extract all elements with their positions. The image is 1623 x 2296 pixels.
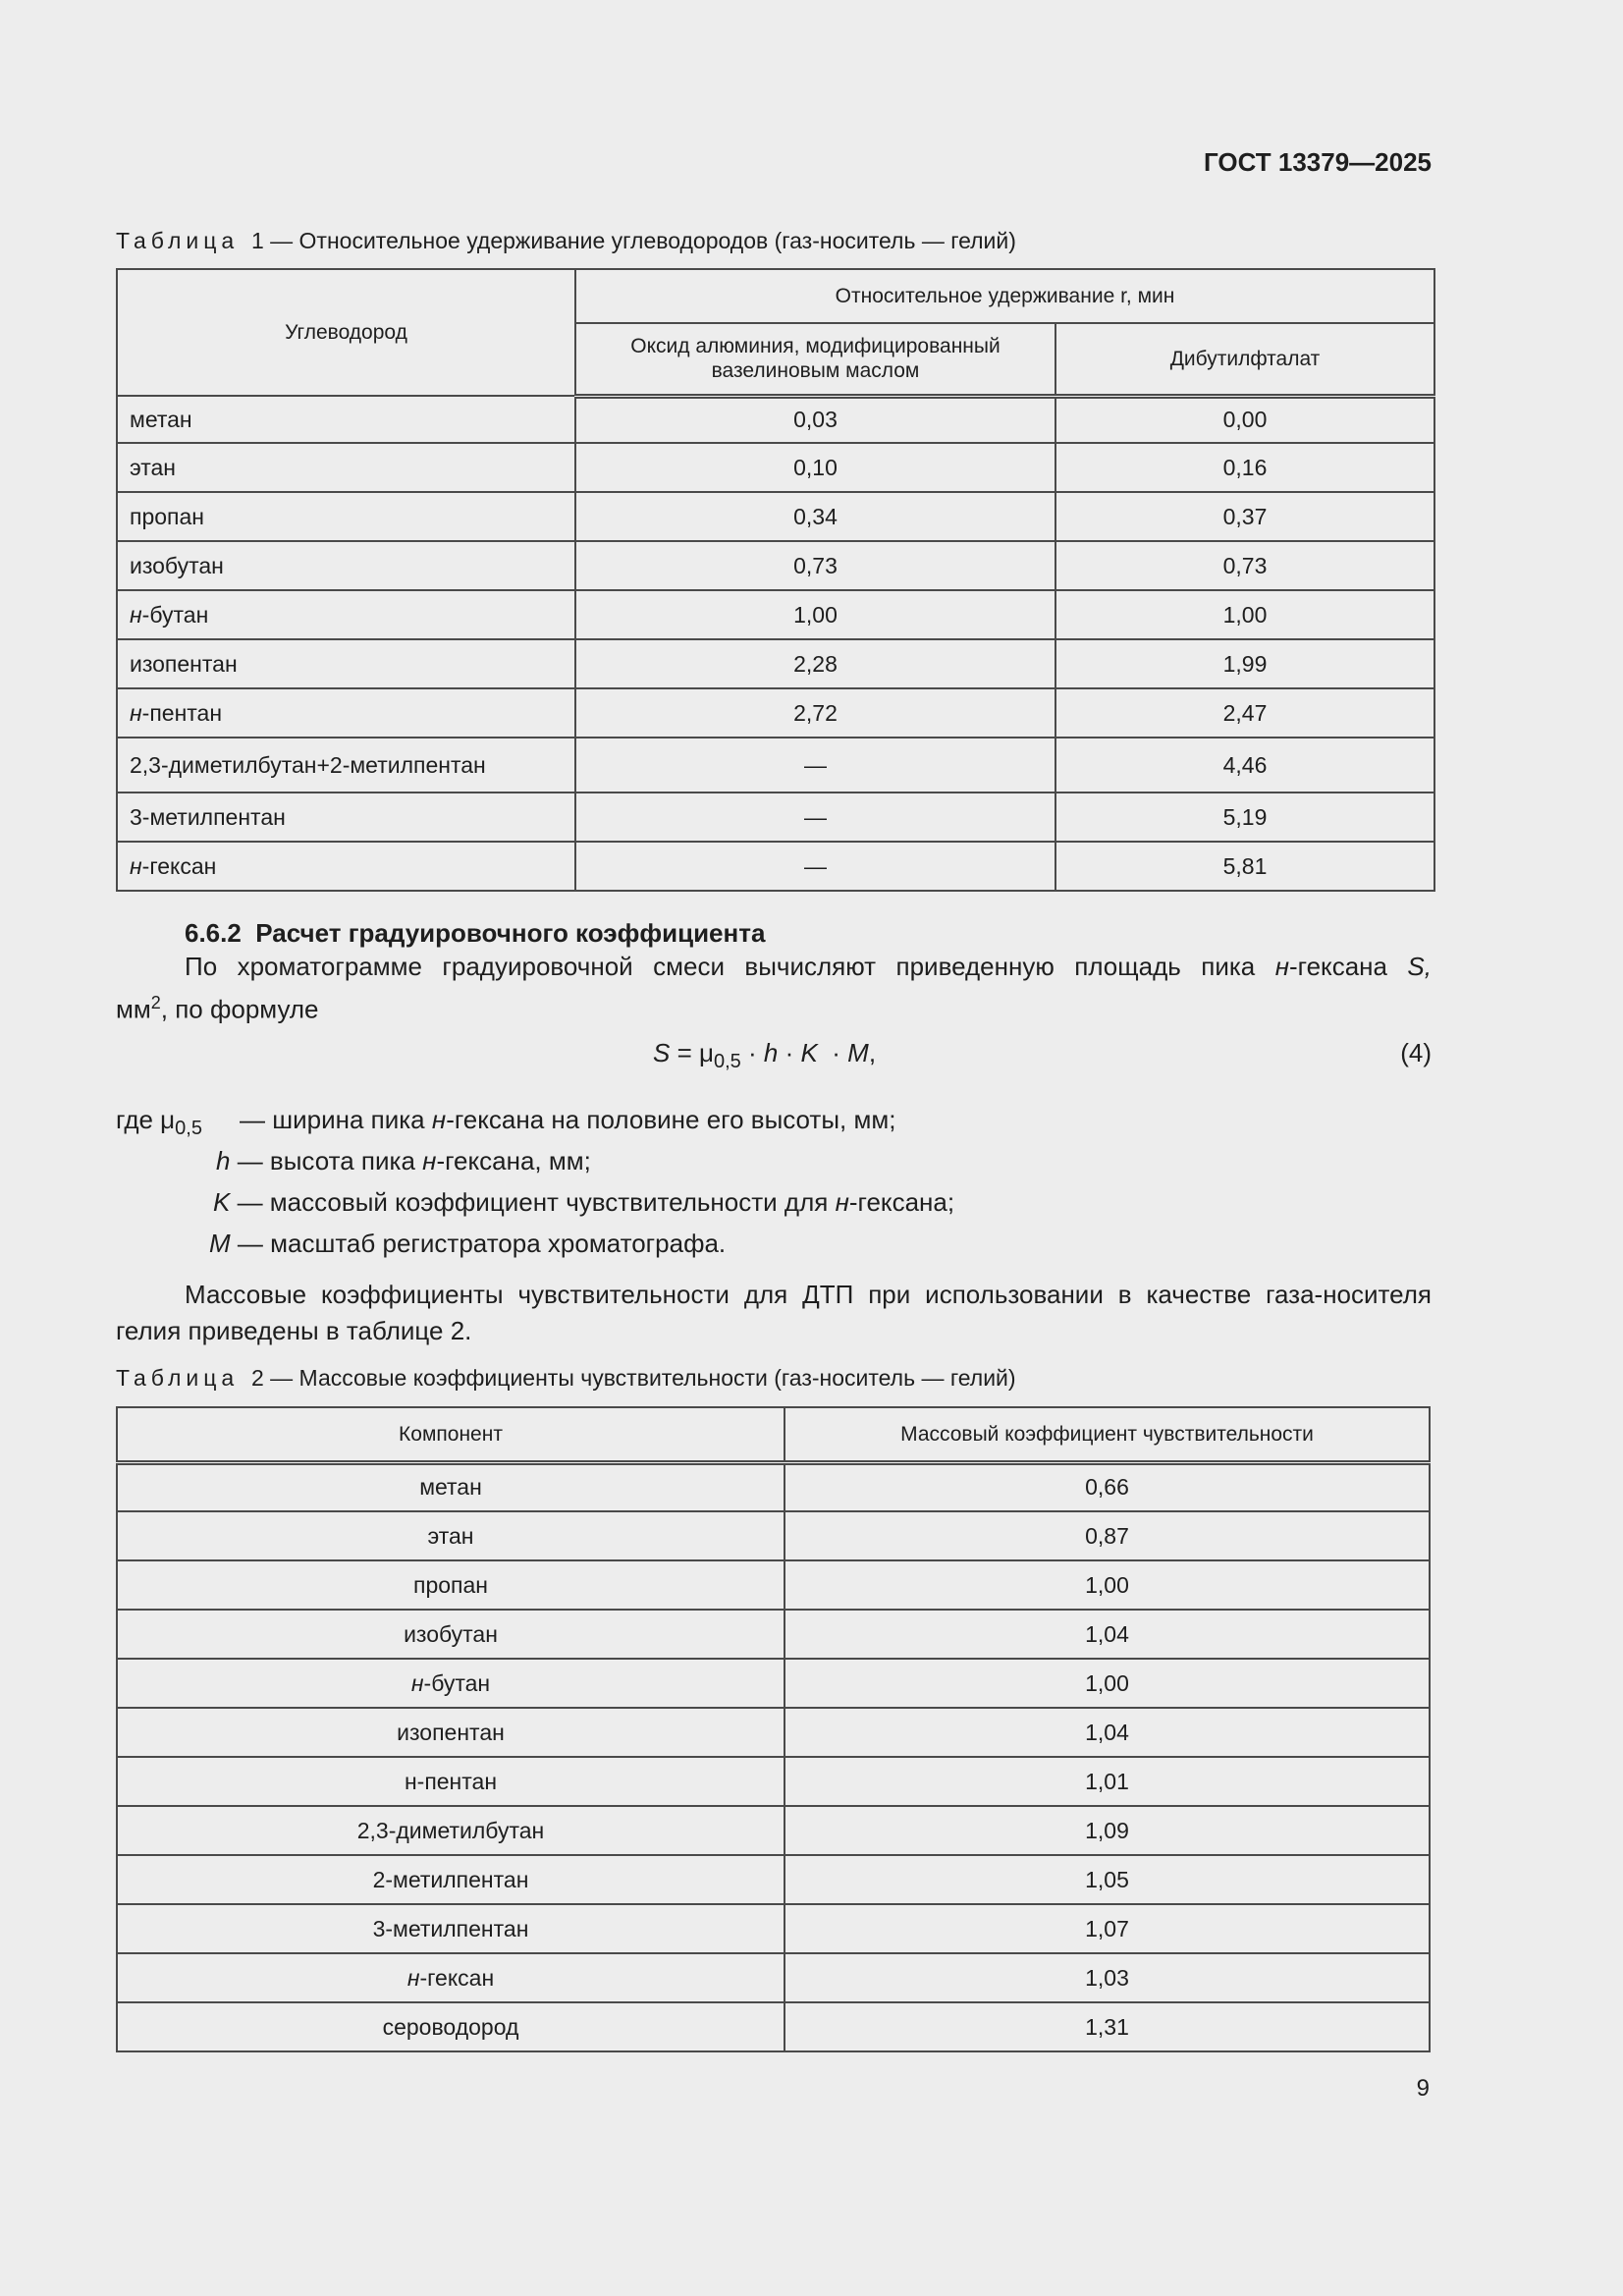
table-row [117,396,1434,443]
table-row [117,1855,1430,1904]
table1-cell-hydrocarbon: 3-метилпентан [117,793,575,842]
table-row [117,1904,1430,1953]
table2-cell-coef: 1,07 [784,1904,1430,1953]
table1-cell-alumina: 2,28 [575,639,1055,688]
table-row [117,1757,1430,1806]
table2-cell-component: 2,3-диметилбутан [117,1806,784,1855]
table2-cell-coef: 1,05 [784,1855,1430,1904]
table-row [117,1511,1430,1560]
table1-cell-dbp: 0,16 [1055,443,1434,492]
table1-cell-hydrocarbon: этан [117,443,575,492]
table2-cell-component: изобутан [117,1610,784,1659]
table2-cell-coef: 0,66 [784,1462,1430,1511]
table-row [117,738,1434,793]
table1-cell-dbp: 1,00 [1055,590,1434,639]
table-row [117,1659,1430,1708]
table-row [117,590,1434,639]
table-row [117,1560,1430,1610]
table2-header-component: Компонент [117,1407,784,1462]
table2-cell-component: н-гексан [117,1953,784,2002]
table1-cell-alumina: — [575,842,1055,891]
table2-cell-coef: 0,87 [784,1511,1430,1560]
where-line-1: где $\mu_{0,5}$ [116,1105,202,1140]
table1-cell-alumina: 2,72 [575,688,1055,738]
table2-cell-coef: 1,04 [784,1708,1430,1757]
table1-header-group: Относительное удерживание r, мин [575,269,1434,323]
table1-cell-dbp: 5,81 [1055,842,1434,891]
table2-cell-coef: 1,04 [784,1610,1430,1659]
table2-cell-coef: 1,01 [784,1757,1430,1806]
table-row [117,688,1434,738]
table1-header-hydrocarbon: Углеводород [117,269,575,396]
table2-caption [116,1365,1016,1392]
page-number: 9 [1416,2075,1430,2102]
formula-4: $S = \mu_{0,5} \cdot h \cdot K \cdot M$, [653,1038,877,1073]
table1-caption-label: Таблица [116,228,240,253]
where-line-2: h — высота пика н-гексана, мм; [216,1146,591,1175]
table2-cell-component: этан [117,1511,784,1560]
table1-cell-alumina: 0,10 [575,443,1055,492]
table1-cell-dbp: 4,46 [1055,738,1434,793]
table1-cell-dbp: 0,73 [1055,541,1434,590]
table1-header-alumina: Оксид алюминия, модифицированный вазелиновым маслом [575,323,1055,396]
table2 [116,1406,1431,2052]
table1 [116,268,1435,892]
table1-cell-dbp: 0,00 [1055,396,1434,443]
table1-cell-alumina: — [575,793,1055,842]
table1-cell-alumina: 0,73 [575,541,1055,590]
table1-cell-dbp: 1,99 [1055,639,1434,688]
table1-cell-hydrocarbon: н-бутан [117,590,575,639]
table2-header-coef: Массовый коэффициент чувствительности [784,1407,1430,1462]
table2-cell-coef: 1,09 [784,1806,1430,1855]
section-number: 6.6.2 [185,918,242,948]
table1-cell-dbp: 2,47 [1055,688,1434,738]
table1-cell-dbp: 0,37 [1055,492,1434,541]
where-line-3: K — массовый коэффициент чувствительности для н-гексана; [213,1187,955,1217]
paragraph-2: Массовые коэффициенты чувствительности для ДТП при использовании в качестве газа-носителя гелия приведены в таблице 2. [116,1280,1432,1345]
table2-cell-component: н-пентан [117,1757,784,1806]
table-row [117,1610,1430,1659]
table1-cell-hydrocarbon: пропан [117,492,575,541]
table2-cell-component: 3-метилпентан [117,1904,784,1953]
table-row [117,492,1434,541]
table1-cell-hydrocarbon: изопентан [117,639,575,688]
table1-cell-hydrocarbon: н-пентан [117,688,575,738]
formula-number: (4) [1400,1038,1432,1067]
table1-cell-alumina: 0,34 [575,492,1055,541]
table2-cell-component: сероводород [117,2002,784,2051]
table-row [117,639,1434,688]
table-row [117,2002,1430,2051]
table2-cell-coef: 1,03 [784,1953,1430,2002]
table2-cell-coef: 1,00 [784,1560,1430,1610]
table-row [117,1462,1430,1511]
table-row [117,1708,1430,1757]
table-row [117,443,1434,492]
table2-cell-component: 2-метилпентан [117,1855,784,1904]
table1-cell-hydrocarbon: н-гексан [117,842,575,891]
table-row [117,1953,1430,2002]
table1-cell-alumina: 1,00 [575,590,1055,639]
table1-cell-alumina: 0,03 [575,396,1055,443]
table1-caption-text: 1 — Относительное удерживание углеводородов (газ-носитель — гелий) [250,228,1016,253]
table-row [117,842,1434,891]
table2-cell-component: пропан [117,1560,784,1610]
table-row [117,541,1434,590]
where-line-4: M — масштаб регистратора хроматографа. [209,1229,727,1258]
table2-caption-label: Таблица [116,1365,240,1391]
paragraph-1: По хроматограмме градуировочной смеси вычисляют приведенную площадь пика н-гексана S, $мм^2$, по формуле [116,952,1432,1024]
table2-cell-coef: 1,31 [784,2002,1430,2051]
section-title: Расчет градуировочного коэффициента [255,918,766,948]
table1-cell-dbp: 5,19 [1055,793,1434,842]
table2-cell-component: изопентан [117,1708,784,1757]
table1-caption [116,228,1016,254]
table1-cell-hydrocarbon: 2,3-диметилбутан+2-метилпентан [117,738,575,793]
where-desc-1: — ширина пика н-гексана на половине его высоты, мм; [240,1105,896,1134]
table-row [117,793,1434,842]
table1-cell-hydrocarbon: изобутан [117,541,575,590]
table1-cell-alumina: — [575,738,1055,793]
table2-cell-component: метан [117,1462,784,1511]
table1-header-dbp: Дибутилфталат [1055,323,1434,396]
table2-caption-text: 2 — Массовые коэффициенты чувствительности (газ-носитель — гелий) [250,1365,1016,1391]
table2-cell-component: н-бутан [117,1659,784,1708]
section-heading [185,918,765,949]
table-row [117,1806,1430,1855]
table2-cell-coef: 1,00 [784,1659,1430,1708]
table1-cell-hydrocarbon: метан [117,396,575,443]
document-header: ГОСТ 13379—2025 [1204,147,1432,177]
